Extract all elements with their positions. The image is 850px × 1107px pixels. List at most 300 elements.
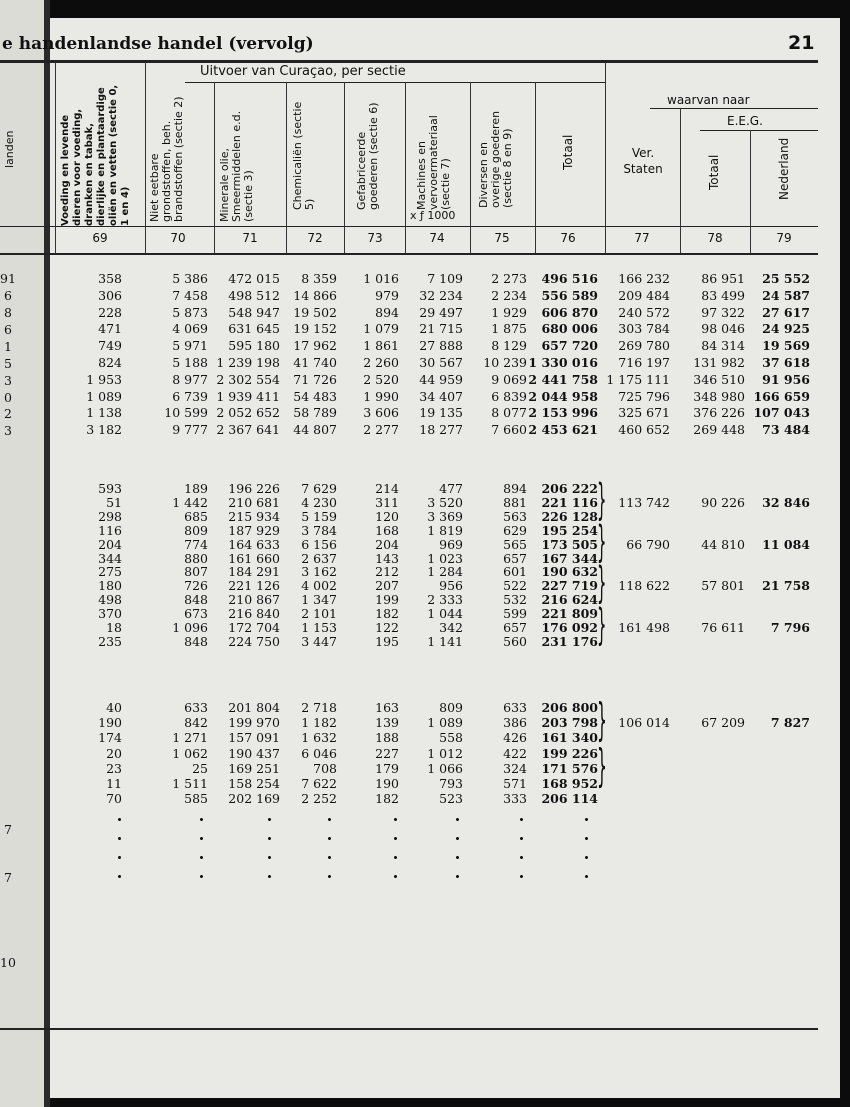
- table-cell: 7 458: [172, 287, 208, 303]
- table-cell: 673: [184, 606, 208, 622]
- left-fragment: 10: [0, 955, 16, 970]
- table-cell: 593: [98, 481, 122, 496]
- table-cell: 1 062: [172, 745, 208, 761]
- table-cell: 199: [375, 592, 399, 608]
- waarvan-naar-label: waarvan naar: [667, 93, 750, 107]
- continuation-dot: [200, 875, 203, 878]
- table-cell: 32 846: [762, 494, 810, 510]
- header-bottom-rule: [0, 226, 818, 227]
- table-cell: 14 866: [293, 287, 337, 303]
- table-cell: 2 273: [491, 271, 527, 286]
- table-cell: 168: [375, 522, 399, 538]
- table-cell: 199 970: [228, 715, 280, 731]
- table-cell: 34 407: [419, 388, 463, 404]
- col-divider-7: [535, 82, 536, 253]
- continuation-dot: [328, 837, 331, 840]
- table-cell: 24 925: [762, 321, 810, 337]
- left-fragment: 1: [4, 339, 12, 354]
- table-cell: 204: [98, 536, 122, 552]
- table-cell: 8 977: [172, 371, 208, 387]
- table-cell: 210 681: [228, 494, 280, 510]
- quarter-brace: }: [597, 739, 607, 792]
- table-cell: 169 251: [228, 760, 280, 776]
- continuation-dot: [456, 837, 459, 840]
- table-cell: 201 804: [228, 700, 280, 715]
- table-cell: 84 314: [701, 338, 745, 354]
- table-cell: 3 606: [363, 405, 399, 421]
- table-cell: 5 971: [172, 338, 208, 354]
- table-cell: 556 589: [541, 287, 598, 303]
- table-cell: 894: [503, 481, 527, 496]
- table-cell: 1 044: [427, 606, 463, 622]
- table-cell: 809: [184, 522, 208, 538]
- table-cell: 9 069: [491, 371, 527, 387]
- table-cell: 708: [313, 760, 337, 776]
- table-cell: 240 572: [618, 304, 670, 320]
- table-cell: 306: [98, 287, 122, 303]
- section-header-5: Chemicaliën (sectie 5): [291, 101, 316, 210]
- table-cell: 215 934: [228, 508, 280, 524]
- table-cell: 386: [503, 715, 527, 731]
- left-landen-heading: landen: [3, 130, 16, 168]
- continuation-dot: [585, 875, 588, 878]
- continuation-dot: [394, 818, 397, 821]
- continuation-dot: [268, 875, 271, 878]
- table-cell: 2 367 641: [216, 422, 280, 438]
- table-cell: 29 497: [419, 304, 463, 320]
- table-cell: 5 873: [172, 304, 208, 320]
- table-cell: 842: [184, 715, 208, 731]
- table-cell: 7 109: [427, 271, 463, 286]
- continuation-dot: [328, 875, 331, 878]
- table-cell: 7 827: [770, 715, 810, 731]
- table-cell: 1 929: [491, 304, 527, 320]
- table-cell: 1 284: [427, 564, 463, 580]
- table-cell: 122: [375, 620, 399, 635]
- table-cell: 20: [106, 745, 122, 761]
- table-cell: 2 441 758: [528, 371, 598, 387]
- table-cell: 167 344: [541, 550, 598, 566]
- table-cell: 565: [503, 536, 527, 552]
- quarter-brace: }: [597, 558, 607, 608]
- left-fragment: 2: [4, 406, 12, 421]
- table-cell: 203 798: [541, 715, 598, 731]
- table-cell: 1 511: [172, 776, 208, 791]
- table-cell: 558: [439, 730, 463, 746]
- table-cell: 1 875: [491, 321, 527, 337]
- table-cell: 10 239: [483, 355, 527, 370]
- table-cell: 725 796: [618, 388, 670, 404]
- continuation-dot: [394, 856, 397, 859]
- table-cell: 6 839: [491, 388, 527, 404]
- table-cell: 216 840: [228, 606, 280, 622]
- continuation-dot: [520, 818, 523, 821]
- table-cell: 269 448: [693, 422, 745, 438]
- table-cell: 76 611: [701, 620, 745, 635]
- table-cell: 166 659: [753, 388, 810, 404]
- table-cell: 1 141: [427, 633, 463, 649]
- table-cell: 190 437: [228, 745, 280, 761]
- table-cell: 195: [375, 633, 399, 649]
- table-cell: 1 330 016: [528, 355, 598, 370]
- left-fragment: 5: [4, 356, 12, 371]
- table-cell: 164 633: [228, 536, 280, 552]
- table-cell: 344: [98, 550, 122, 566]
- table-cell: 139: [375, 715, 399, 731]
- continuation-dot: [328, 856, 331, 859]
- table-cell: 6 739: [172, 388, 208, 404]
- table-cell: 333: [503, 791, 527, 807]
- table-cell: 726: [184, 578, 208, 594]
- table-cell: 5 188: [172, 355, 208, 370]
- table-cell: 631 645: [228, 321, 280, 337]
- table-cell: 161 340: [541, 730, 598, 746]
- continuation-dot: [268, 818, 271, 821]
- table-cell: 161 660: [228, 550, 280, 566]
- column-number: 79: [776, 231, 792, 245]
- table-cell: 599: [503, 606, 527, 622]
- table-cell: 4 230: [301, 494, 337, 510]
- table-cell: 1 239 198: [216, 355, 280, 370]
- table-cell: 190: [98, 715, 122, 731]
- table-cell: 27 888: [419, 338, 463, 354]
- continuation-dot: [200, 856, 203, 859]
- table-cell: 161 498: [618, 620, 670, 635]
- table-cell: 190: [375, 776, 399, 791]
- table-cell: 460 652: [618, 422, 670, 438]
- table-cell: 209 484: [618, 287, 670, 303]
- table-cell: 657: [503, 550, 527, 566]
- col-divider-8: [605, 62, 606, 253]
- table-cell: 216 624: [541, 592, 598, 608]
- table-cell: 522: [503, 578, 527, 594]
- table-cell: 979: [375, 287, 399, 303]
- table-cell: 498: [98, 592, 122, 608]
- table-cell: 548 947: [228, 304, 280, 320]
- table-cell: 19 152: [293, 321, 337, 337]
- title-prefix: e hand: [2, 34, 67, 54]
- quarter-brace: }: [597, 475, 607, 524]
- table-cell: 166 232: [618, 271, 670, 286]
- table-cell: 298: [98, 508, 122, 524]
- table-cell: 571: [503, 776, 527, 791]
- table-cell: 633: [503, 700, 527, 715]
- table-cell: 189: [184, 481, 208, 496]
- eeg-rule: [700, 130, 818, 131]
- quarter-brace: }: [597, 694, 607, 746]
- table-cell: 471: [98, 321, 122, 337]
- col-divider-1: [145, 62, 146, 253]
- table-cell: 749: [98, 338, 122, 354]
- table-cell: 1 023: [427, 550, 463, 566]
- table-cell: 824: [98, 355, 122, 370]
- table-cell: 629: [503, 522, 527, 538]
- continuation-dot: [118, 875, 121, 878]
- table-cell: 358: [98, 271, 122, 286]
- table-cell: 422: [503, 745, 527, 761]
- table-cell: 202 169: [228, 791, 280, 807]
- table-cell: 532: [503, 592, 527, 608]
- table-cell: 54 483: [293, 388, 337, 404]
- table-cell: 86 951: [701, 271, 745, 286]
- table-cell: 2 044 958: [528, 388, 598, 404]
- left-fragment: 7: [4, 822, 12, 837]
- table-cell: 3 369: [427, 508, 463, 524]
- table-cell: 116: [98, 522, 122, 538]
- table-cell: 1 016: [363, 271, 399, 286]
- table-cell: 5 386: [172, 271, 208, 286]
- column-number: 72: [307, 231, 323, 245]
- table-cell: 6 046: [301, 745, 337, 761]
- table-cell: 657 720: [541, 338, 598, 354]
- group-header-rule: [185, 82, 605, 83]
- left-fragment: 0: [4, 390, 12, 405]
- table-cell: 1 175 111: [606, 371, 670, 387]
- col-divider-5: [405, 82, 406, 253]
- table-cell: 113 742: [618, 494, 670, 510]
- ver-staten-label: Ver. Staten: [623, 146, 663, 176]
- table-cell: 2 277: [363, 422, 399, 438]
- table-cell: 370: [98, 606, 122, 622]
- table-cell: 2 333: [427, 592, 463, 608]
- table-cell: 348 980: [693, 388, 745, 404]
- table-cell: 3 784: [301, 522, 337, 538]
- table-cell: 163: [375, 700, 399, 715]
- table-cell: 1 089: [86, 388, 122, 404]
- table-cell: 195 254: [541, 522, 598, 538]
- table-cell: 8 077: [491, 405, 527, 421]
- table-cell: 19 502: [293, 304, 337, 320]
- left-fragment: 7: [4, 870, 12, 885]
- table-cell: 848: [184, 633, 208, 649]
- table-cell: 848: [184, 592, 208, 608]
- table-cell: 880: [184, 550, 208, 566]
- table-cell: 601: [503, 564, 527, 580]
- table-cell: 2 637: [301, 550, 337, 566]
- table-cell: 793: [439, 776, 463, 791]
- table-cell: 158 254: [228, 776, 280, 791]
- table-cell: 27 617: [762, 304, 810, 320]
- table-cell: 11 084: [762, 536, 810, 552]
- table-cell: 498 512: [228, 287, 280, 303]
- table-cell: 8 359: [301, 271, 337, 286]
- eeg-label: E.E.G.: [727, 114, 763, 128]
- table-cell: 176 092: [541, 620, 598, 635]
- table-cell: 346 510: [693, 371, 745, 387]
- column-number: 74: [429, 231, 445, 245]
- table-cell: 206 222: [541, 481, 598, 496]
- continuation-dot: [200, 837, 203, 840]
- table-cell: 595 180: [228, 338, 280, 354]
- page-number: 21: [788, 32, 815, 54]
- table-cell: 275: [98, 564, 122, 580]
- table-cell: 7 622: [301, 776, 337, 791]
- table-cell: 472 015: [228, 271, 280, 286]
- continuation-dot: [118, 818, 121, 821]
- table-cell: 118 622: [618, 578, 670, 594]
- table-cell: 25 552: [762, 271, 810, 286]
- table-cell: 235: [98, 633, 122, 649]
- column-number: 78: [707, 231, 723, 245]
- table-cell: 3 162: [301, 564, 337, 580]
- table-cell: 1 861: [363, 338, 399, 354]
- table-cell: 585: [184, 791, 208, 807]
- column-number: 76: [560, 231, 576, 245]
- table-cell: 107 043: [753, 405, 810, 421]
- continuation-dot: [268, 856, 271, 859]
- unit-label: x ƒ 1000: [410, 209, 456, 222]
- table-cell: 2 234: [491, 287, 527, 303]
- table-cell: 21 715: [419, 321, 463, 337]
- table-cell: 1 079: [363, 321, 399, 337]
- table-cell: 173 505: [541, 536, 598, 552]
- continuation-dot: [394, 875, 397, 878]
- table-cell: 1 153: [301, 620, 337, 635]
- table-cell: 1 939 411: [216, 388, 280, 404]
- table-cell: 657: [503, 620, 527, 635]
- table-cell: 807: [184, 564, 208, 580]
- table-cell: 71 726: [293, 371, 337, 387]
- table-cell: 221 126: [228, 578, 280, 594]
- table-cell: 224 750: [228, 633, 280, 649]
- table-cell: 2 302 554: [216, 371, 280, 387]
- col-divider-9: [680, 108, 681, 253]
- continuation-dot: [268, 837, 271, 840]
- table-cell: 19 135: [419, 405, 463, 421]
- table-cell: 227: [375, 745, 399, 761]
- table-cell: 376 226: [693, 405, 745, 421]
- nederland-header: Nederland: [777, 137, 791, 200]
- table-cell: 98 046: [701, 321, 745, 337]
- table-cell: 2 718: [301, 700, 337, 715]
- table-cell: 7 629: [301, 481, 337, 496]
- table-cell: 206 800: [541, 700, 598, 715]
- table-cell: 212: [375, 564, 399, 580]
- table-cell: 1 442: [172, 494, 208, 510]
- table-cell: 311: [375, 494, 399, 510]
- continuation-dot: [200, 818, 203, 821]
- table-cell: 1 138: [86, 405, 122, 421]
- colnum-bottom-rule: [0, 253, 818, 255]
- table-cell: 11: [106, 776, 122, 791]
- table-cell: 1 632: [301, 730, 337, 746]
- table-cell: 231 176: [541, 633, 598, 649]
- table-cell: 30 567: [419, 355, 463, 370]
- table-cell: 57 801: [701, 578, 745, 594]
- table-cell: 6 156: [301, 536, 337, 552]
- table-cell: 91 956: [762, 371, 810, 387]
- table-cell: 18 277: [419, 422, 463, 438]
- table-cell: 44 807: [293, 422, 337, 438]
- table-cell: 214: [375, 481, 399, 496]
- table-cell: 894: [375, 304, 399, 320]
- table-cell: 2 153 996: [528, 405, 598, 421]
- table-cell: 168 952: [541, 776, 598, 791]
- table-cell: 7 796: [770, 620, 810, 635]
- table-cell: 774: [184, 536, 208, 552]
- column-number: 71: [242, 231, 258, 245]
- section-header-0: Voeding en levende dieren voor voeding, dranken en tabak, dierlijke en plantaardige oliën en vetten (sectie 0, 1 en 4): [60, 84, 131, 226]
- continuation-dot: [394, 837, 397, 840]
- table-cell: 560: [503, 633, 527, 649]
- table-cell: 2 252: [301, 791, 337, 807]
- table-cell: 227 719: [541, 578, 598, 594]
- left-fragment: 91: [0, 271, 16, 286]
- top-rule: [0, 60, 818, 63]
- totaal-header: Totaal: [561, 134, 575, 170]
- table-cell: 9 777: [172, 422, 208, 438]
- table-cell: 179: [375, 760, 399, 776]
- table-cell: 969: [439, 536, 463, 552]
- table-cell: 2 453 621: [528, 422, 598, 438]
- table-cell: 17 962: [293, 338, 337, 354]
- table-cell: 210 867: [228, 592, 280, 608]
- continuation-dot: [520, 837, 523, 840]
- group-header: Uitvoer van Curaçao, per sectie: [200, 64, 406, 79]
- table-cell: 563: [503, 508, 527, 524]
- table-cell: 324: [503, 760, 527, 776]
- table-cell: 24 587: [762, 287, 810, 303]
- left-fragment: 3: [4, 423, 12, 438]
- table-cell: 523: [439, 791, 463, 807]
- waarvan-rule: [650, 108, 818, 109]
- table-cell: 426: [503, 730, 527, 746]
- table-cell: 18: [106, 620, 122, 635]
- table-cell: 70: [106, 791, 122, 807]
- table-cell: 73 484: [762, 422, 810, 438]
- table-cell: 174: [98, 730, 122, 746]
- table-cell: 1 089: [427, 715, 463, 731]
- table-cell: 269 780: [618, 338, 670, 354]
- left-fragment: 6: [4, 288, 12, 303]
- section-header-8-9: Diversen en overige goederen (sectie 8 en 9): [477, 110, 514, 208]
- table-cell: 1 012: [427, 745, 463, 761]
- table-cell: 633: [184, 700, 208, 715]
- continuation-dot: [118, 856, 121, 859]
- table-cell: 83 499: [701, 287, 745, 303]
- table-cell: 171 576: [541, 760, 598, 776]
- table-cell: 172 704: [228, 620, 280, 635]
- quarter-brace: }: [597, 600, 607, 650]
- continuation-dot: [585, 818, 588, 821]
- table-cell: 90 226: [701, 494, 745, 510]
- table-cell: 182: [375, 606, 399, 622]
- table-cell: 221 809: [541, 606, 598, 622]
- table-cell: 303 784: [618, 321, 670, 337]
- section-header-3: Minerale olie, Smeermiddelen e.d. (sectie 3): [218, 110, 255, 222]
- continuation-dot: [118, 837, 121, 840]
- table-cell: 228: [98, 304, 122, 320]
- table-cell: 40: [106, 700, 122, 715]
- table-cell: 204: [375, 536, 399, 552]
- table-cell: 187 929: [228, 522, 280, 538]
- column-number: 77: [634, 231, 650, 245]
- table-cell: 325 671: [618, 405, 670, 421]
- table-cell: 7 660: [491, 422, 527, 438]
- section-header-2: Niet eetbare grondstoffen, beh. brandstoffen (sectie 2): [148, 96, 185, 222]
- table-cell: 58 789: [293, 405, 337, 421]
- table-cell: 51: [106, 494, 122, 510]
- table-cell: 3 447: [301, 633, 337, 649]
- continuation-dot: [585, 837, 588, 840]
- col-divider-3: [286, 82, 287, 253]
- table-cell: 4 069: [172, 321, 208, 337]
- table-cell: 1 066: [427, 760, 463, 776]
- title-main: enlandse handel (vervolg): [66, 34, 314, 54]
- table-cell: 5 159: [301, 508, 337, 524]
- table-cell: 1 990: [363, 388, 399, 404]
- table-cell: 180: [98, 578, 122, 594]
